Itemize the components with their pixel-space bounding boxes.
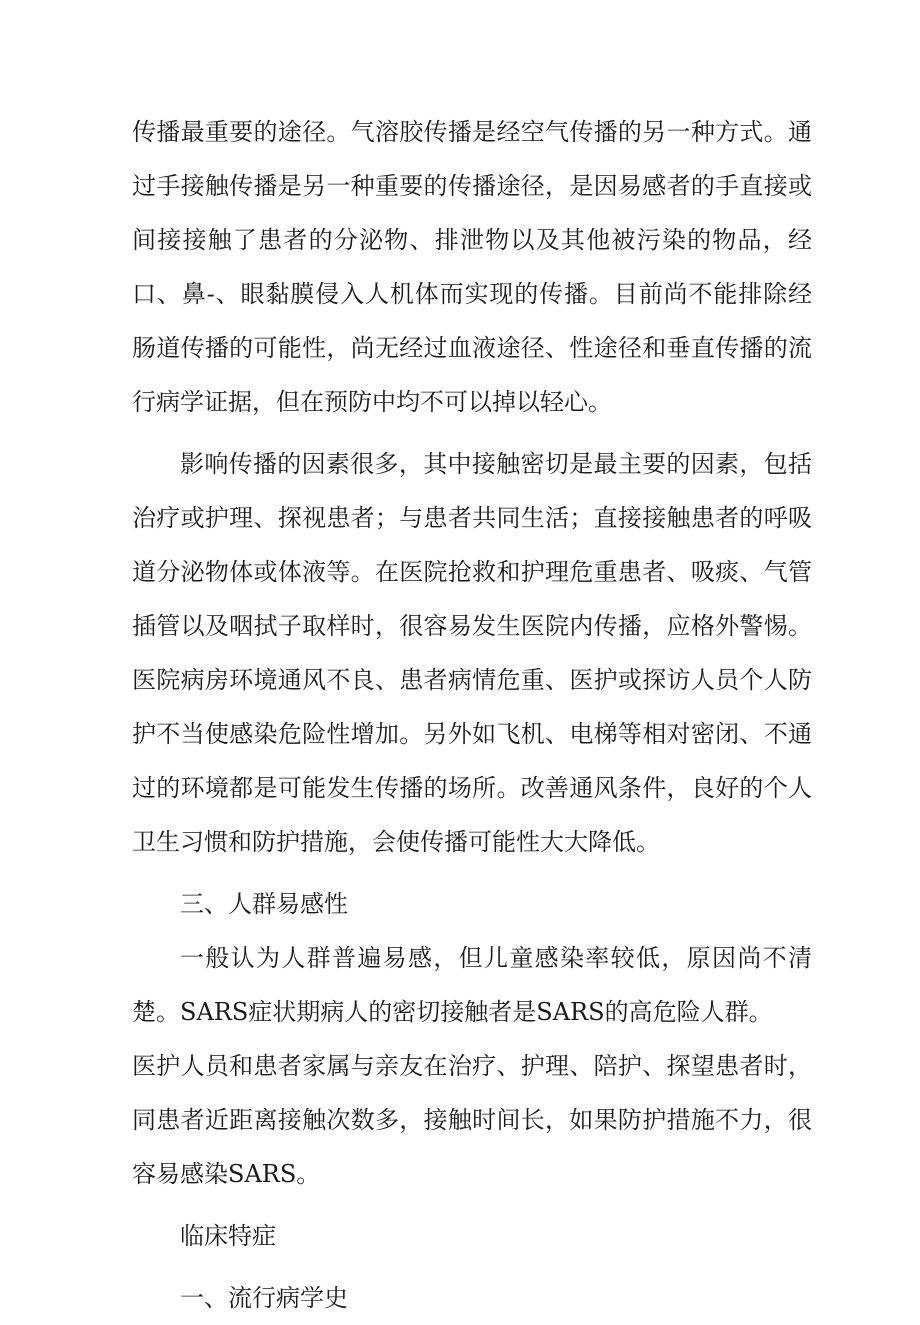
paragraph-population-susceptible: 一般认为人群普遍易感，但儿童感染率较低，原因尚不清楚。SARS症状期病人的密切接触者是SARS的高危险人群。 xyxy=(132,944,812,1026)
paragraph-medical-staff-risk: 医护人员和患者家属与亲友在治疗、护理、陪护、探望患者时，同患者近距离接触次数多，接触时间长，如果防护措施不力，很容易感染SARS。 xyxy=(132,1052,812,1188)
document-body xyxy=(132,105,812,1325)
section-heading-susceptibility: 三、人群易感性 xyxy=(180,890,348,918)
section-heading-clinical: 临床特症 xyxy=(180,1222,276,1250)
paragraph-transmission-routes: 传播最重要的途径。气溶胶传播是经空气传播的另一种方式。通过手接触传播是另一种重要的传播途径，是因易感者的手直接或间接接触了患者的分泌物、排泄物以及其他被污染的物品，经口、鼻-、眼黏膜侵入人机体而实现的传播。目前尚不能排除经肠道传播的可能性，尚无经过血液途径、性途径和垂直传播的流行病学证据，但在预防中均不可以掉以轻心。 xyxy=(132,118,812,416)
section-heading-epidemiology: 一、流行病学史 xyxy=(180,1284,348,1312)
paragraph-transmission-factors: 影响传播的因素很多，其中接触密切是最主要的因素，包括治疗或护理、探视患者；与患者共同生活；直接接触患者的呼吸道分泌物体或体液等。在医院抢救和护理危重患者、吸痰、气管插管以及咽拭子取样时，很容易发生医院内传播，应格外警惕。医院病房环境通风不良、患者病情危重、医护或探访人员个人防护不当使感染危险性增加。另外如飞机、电梯等相对密闭、不通过的环境都是可能发生传播的场所。改善通风条件，良好的个人卫生习惯和防护措施，会使传播可能性大大降低。 xyxy=(132,450,812,856)
